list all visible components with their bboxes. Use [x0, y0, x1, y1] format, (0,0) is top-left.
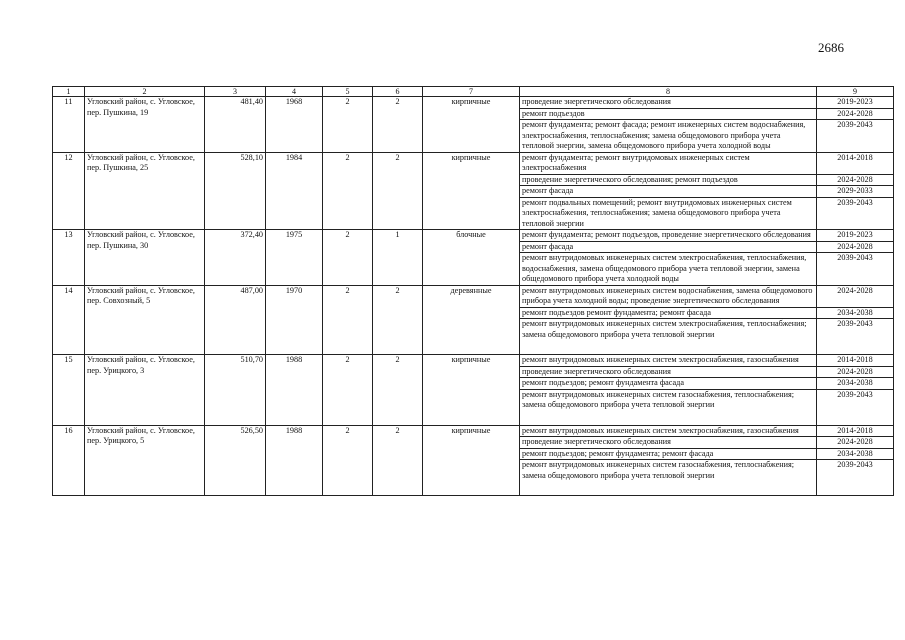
wall-material-cell: кирпичные: [423, 425, 520, 496]
table-row: [53, 152, 894, 174]
address-cell: Угловский район, с. Угловское, пер. Пушкина, 30: [85, 230, 205, 286]
column-number: 3: [205, 87, 266, 97]
work-description: проведение энергетического обследования; ремонт подъездов: [520, 174, 817, 186]
column-number: 6: [373, 87, 423, 97]
work-period: 2024-2028: [817, 108, 894, 120]
work-period: 2039-2043: [817, 389, 894, 425]
work-description: ремонт фундамента; ремонт подъездов, проведение энергетического обследования: [520, 230, 817, 242]
floors-cell: 2: [323, 355, 373, 426]
work-description: проведение энергетического обследования: [520, 366, 817, 378]
work-period: 2029-2033: [817, 186, 894, 198]
wall-material-cell: кирпичные: [423, 355, 520, 426]
work-description: ремонт подъездов: [520, 108, 817, 120]
work-description: проведение энергетического обследования: [520, 437, 817, 449]
address-cell: Угловский район, с. Угловское, пер. Совхозный, 5: [85, 285, 205, 355]
work-period: 2024-2028: [817, 437, 894, 449]
column-number: 1: [53, 87, 85, 97]
work-period: 2014-2018: [817, 355, 894, 367]
row-number: 15: [53, 355, 85, 426]
table-row: [53, 285, 894, 307]
entrances-cell: 2: [373, 425, 423, 496]
table-row: [53, 230, 894, 242]
work-period: 2034-2038: [817, 378, 894, 390]
row-number: 16: [53, 425, 85, 496]
page-number: 2686: [818, 40, 844, 55]
address-cell: Угловский район, с. Угловское, пер. Урицкого, 5: [85, 425, 205, 496]
repair-schedule-table: [52, 86, 894, 496]
work-period: 2039-2043: [817, 460, 894, 496]
address-cell: Угловский район, с. Угловское, пер. Пушкина, 19: [85, 97, 205, 153]
year-cell: 1984: [266, 152, 323, 230]
column-number: 9: [817, 87, 894, 97]
work-description: ремонт подъездов ремонт фундамента; ремонт фасада: [520, 307, 817, 319]
work-description: ремонт фасада: [520, 186, 817, 198]
address-cell: Угловский район, с. Угловское, пер. Урицкого, 3: [85, 355, 205, 426]
area-cell: 526,50: [205, 425, 266, 496]
work-period: 2014-2018: [817, 425, 894, 437]
year-cell: 1988: [266, 355, 323, 426]
work-period: 2024-2028: [817, 174, 894, 186]
work-period: 2039-2043: [817, 319, 894, 355]
wall-material-cell: кирпичные: [423, 97, 520, 153]
column-number: 4: [266, 87, 323, 97]
floors-cell: 2: [323, 97, 373, 153]
work-description: ремонт внутридомовых инженерных систем электроснабжения, теплоснабжения, водоснабжения, замена общедомового прибора учета тепловой энергии, замена общедомового прибора учета холодной воды: [520, 253, 817, 286]
row-number: 13: [53, 230, 85, 286]
area-cell: 528,10: [205, 152, 266, 230]
floors-cell: 2: [323, 285, 373, 355]
work-period: 2019-2023: [817, 97, 894, 109]
year-cell: 1988: [266, 425, 323, 496]
work-period: 2019-2023: [817, 230, 894, 242]
work-description: ремонт внутридомовых инженерных систем электроснабжения, газоснабжения: [520, 425, 817, 437]
wall-material-cell: деревянные: [423, 285, 520, 355]
row-number: 11: [53, 97, 85, 153]
floors-cell: 2: [323, 425, 373, 496]
work-period: 2034-2038: [817, 448, 894, 460]
floors-cell: 2: [323, 152, 373, 230]
work-description: ремонт внутридомовых инженерных систем водоснабжения, замена общедомового прибора учета холодной воды; проведение энергетического обследования: [520, 285, 817, 307]
row-number: 12: [53, 152, 85, 230]
work-description: проведение энергетического обследования: [520, 97, 817, 109]
floors-cell: 2: [323, 230, 373, 286]
wall-material-cell: кирпичные: [423, 152, 520, 230]
entrances-cell: 1: [373, 230, 423, 286]
column-number: 8: [520, 87, 817, 97]
entrances-cell: 2: [373, 152, 423, 230]
year-cell: 1970: [266, 285, 323, 355]
work-description: ремонт подъездов; ремонт фундамента фасада: [520, 378, 817, 390]
address-cell: Угловский район, с. Угловское, пер. Пушкина, 25: [85, 152, 205, 230]
work-period: 2024-2028: [817, 241, 894, 253]
work-period: 2039-2043: [817, 253, 894, 286]
area-cell: 372,40: [205, 230, 266, 286]
year-cell: 1968: [266, 97, 323, 153]
area-cell: 481,40: [205, 97, 266, 153]
area-cell: 510,70: [205, 355, 266, 426]
wall-material-cell: блочные: [423, 230, 520, 286]
work-period: 2039-2043: [817, 197, 894, 230]
year-cell: 1975: [266, 230, 323, 286]
column-number: 2: [85, 87, 205, 97]
row-number: 14: [53, 285, 85, 355]
work-description: ремонт внутридомовых инженерных систем газоснабжения, теплоснабжения; замена общедомового прибора учета тепловой энергии: [520, 389, 817, 425]
table-row: [53, 97, 894, 109]
work-period: 2024-2028: [817, 366, 894, 378]
work-period: 2034-2038: [817, 307, 894, 319]
table-row: [53, 425, 894, 437]
work-description: ремонт подъездов; ремонт фундамента; ремонт фасада: [520, 448, 817, 460]
work-description: ремонт фундамента; ремонт внутридомовых инженерных систем электроснабжения: [520, 152, 817, 174]
entrances-cell: 2: [373, 97, 423, 153]
area-cell: 487,00: [205, 285, 266, 355]
work-period: 2039-2043: [817, 120, 894, 153]
work-description: ремонт внутридомовых инженерных систем электроснабжения, теплоснабжения; замена общедомового прибора учета тепловой энергии: [520, 319, 817, 355]
column-number: 7: [423, 87, 520, 97]
entrances-cell: 2: [373, 355, 423, 426]
work-description: ремонт подвальных помещений; ремонт внутридомовых инженерных систем электроснабжения, теплоснабжения; замена общедомового прибора учета тепловой энергии: [520, 197, 817, 230]
work-period: 2014-2018: [817, 152, 894, 174]
work-description: ремонт внутридомовых инженерных систем электроснабжения, газоснабжения: [520, 355, 817, 367]
table-row: [53, 355, 894, 367]
work-description: ремонт внутридомовых инженерных систем газоснабжения, теплоснабжения; замена общедомового прибора учета тепловой энергии: [520, 460, 817, 496]
column-number-row: [53, 87, 894, 97]
work-description: ремонт фундамента; ремонт фасада; ремонт инженерных систем водоснабжения, электроснабжения, теплоснабжения; замена общедомового прибора учета тепловой энергии, замена общедомового прибора учета холодной воды: [520, 120, 817, 153]
work-description: ремонт фасада: [520, 241, 817, 253]
column-number: 5: [323, 87, 373, 97]
work-period: 2024-2028: [817, 285, 894, 307]
entrances-cell: 2: [373, 285, 423, 355]
